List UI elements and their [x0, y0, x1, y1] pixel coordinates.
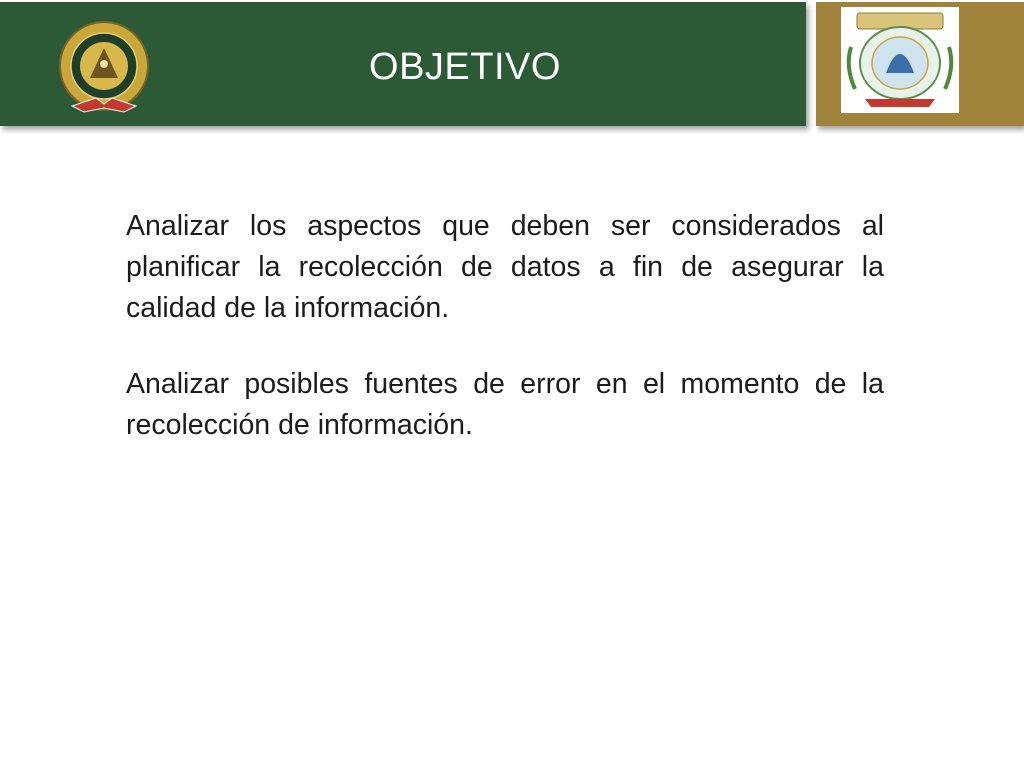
- objective-paragraph: Analizar posibles fuentes de error en el momento de la recolección de información.: [126, 368, 884, 441]
- university-seal-icon: [50, 16, 158, 120]
- objectives-body: [126, 206, 884, 481]
- university-coat-of-arms-icon: [841, 7, 959, 113]
- objective-paragraph: Analizar los aspectos que deben ser considerados al planificar la recolección de datos a fin de asegurar la calidad de la información.: [126, 210, 884, 324]
- page-title: OBJETIVO: [369, 46, 561, 88]
- title-bar: [0, 2, 806, 126]
- logo-card: [841, 7, 959, 113]
- logo-panel: [816, 2, 1024, 126]
